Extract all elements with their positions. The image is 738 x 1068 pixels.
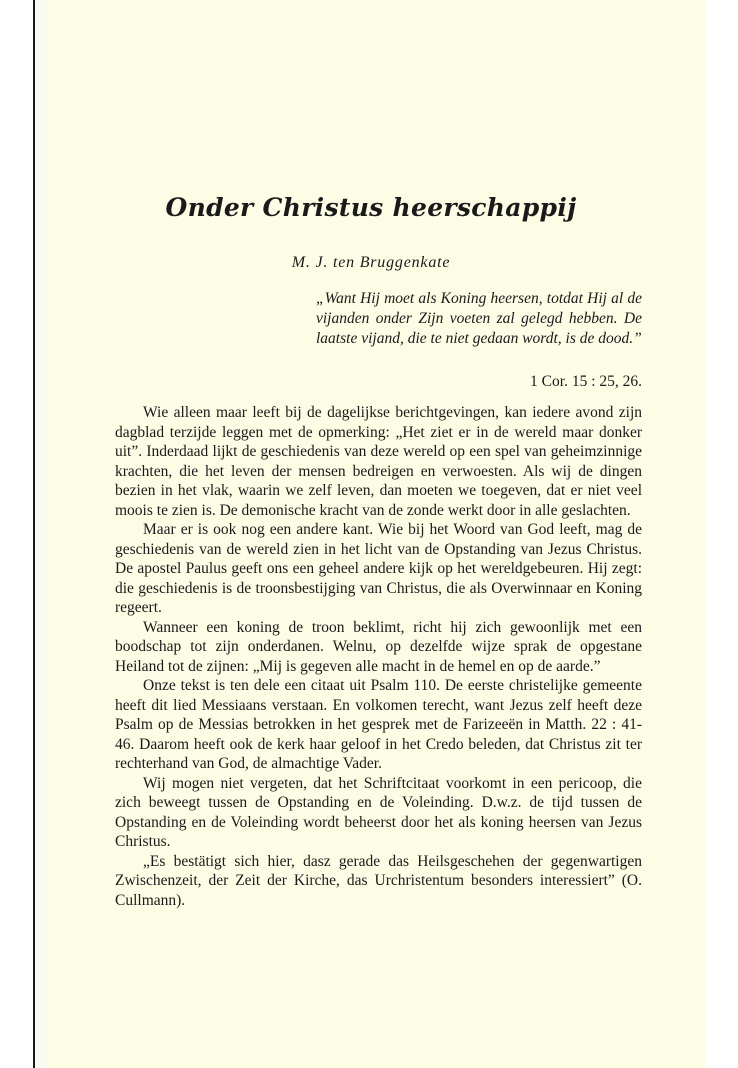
article-author: M. J. ten Bruggenkate bbox=[291, 254, 451, 271]
paragraph: Wij mogen niet vergeten, dat het Schriftcitaat voorkomt in een pericoop, die zich beweegt tussen de Opstanding en de Voleinding. D.w.z. de tijd tussen de Opstanding en de Voleinding wordt beheerst door het als koning heersen van Jezus Christus. bbox=[115, 774, 642, 850]
article-title: Onder Christus heerschappij bbox=[165, 193, 577, 222]
document-page bbox=[33, 0, 705, 1068]
paragraph: Maar er is ook nog een andere kant. Wie bij het Woord van God leeft, mag de geschiedenis van de wereld zien in het licht van de Opstanding van Jezus Christus. De apostel Paulus geeft ons een geheel andere kijk op het wereldgebeuren. Hij zegt: die geschiedenis is de troonsbestijging van Christus, die als Overwinnaar en Koning regeert. bbox=[115, 521, 642, 616]
paragraph: Onze tekst is ten dele een citaat uit Psalm 110. De eerste christelijke gemeente heeft dit lied Messiaans verstaan. En volkomen terecht, want Jezus zelf heeft deze Psalm op de Messias betrokken in het gesprek met de Farizeeën in Matth. 22 : 41-46. Daarom heeft ook de kerk haar geloof in het Credo beleden, dat Christus zit ter rechterhand van God, de almachtige Vader. bbox=[115, 677, 642, 772]
paragraph: „Es bestätigt sich hier, dasz gerade das Heilsgeschehen der gegenwartigen Zwischenzeit, der Zeit der Kirche, das Urchristentum besonders interessiert” (O. Cullmann). bbox=[115, 852, 642, 909]
paragraph: Wie alleen maar leeft bij de dagelijkse berichtgevingen, kan iedere avond zijn dagblad terzijde leggen met de opmerking: „Het ziet er in de wereld maar donker uit”. Inderdaad lijkt de geschiedenis van deze wereld op een spel van geheimzinnige krachten, die het leven der mensen bedreigen en verwoesten. Als wij de dingen bezien in het vlak, waarin we zelf leven, dan moeten we toegeven, dat er niet veel moois te zien is. De demonische kracht van de zonde werkt door in alle geslachten. bbox=[115, 404, 642, 519]
paragraph: Wanneer een koning de troon beklimt, richt hij zich gewoonlijk met een boodschap tot zijn onderdanen. Welnu, op dezelfde wijze sprak de opgestane Heiland tot de zijnen: „Mij is gegeven alle macht in de hemel en op de aarde.” bbox=[115, 618, 642, 675]
article-body bbox=[115, 403, 642, 910]
page-left-margin bbox=[35, 0, 47, 1068]
motto-reference: 1 Cor. 15 : 25, 26. bbox=[530, 373, 642, 390]
motto-quote: „Want Hij moet als Koning heersen, totdat Hij al de vijanden onder Zijn voeten zal gelegd hebben. De laatste vijand, die te niet gedaan wordt, is de dood.” bbox=[316, 290, 642, 347]
